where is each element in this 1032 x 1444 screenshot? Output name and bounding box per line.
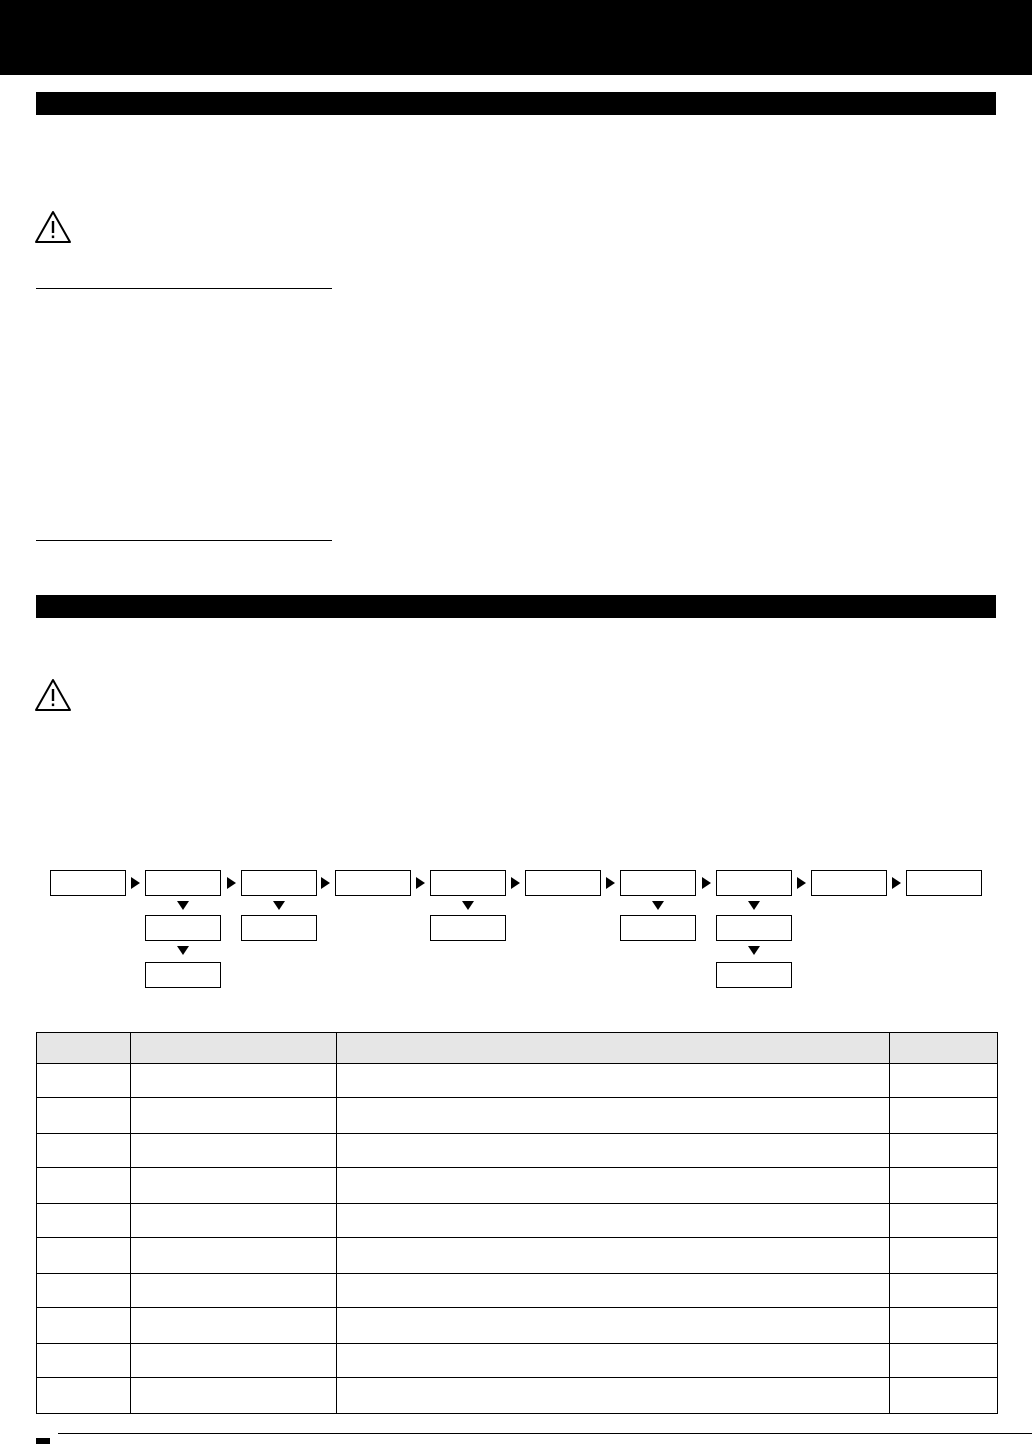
- flow-step-10: [906, 870, 982, 896]
- flow-step-7: [620, 870, 696, 896]
- table-cell: [890, 1378, 998, 1414]
- flow-arrow-right-icon: [227, 877, 236, 889]
- table-cell: [337, 1344, 890, 1378]
- flow-arrow-right-icon: [606, 877, 615, 889]
- table-cell: [37, 1204, 131, 1238]
- flow-step-6: [525, 870, 601, 896]
- footer-rule: [58, 1433, 1032, 1434]
- table-cell: [890, 1098, 998, 1134]
- flow-arrow-down-icon: [177, 946, 189, 955]
- table-cell: [37, 1098, 131, 1134]
- column-header: [37, 1033, 131, 1064]
- table-cell: [37, 1168, 131, 1204]
- table-cell: [337, 1274, 890, 1308]
- flow-arrow-right-icon: [416, 877, 425, 889]
- column-header: [337, 1033, 890, 1064]
- table-row: [37, 1344, 998, 1378]
- table-row: [37, 1378, 998, 1414]
- flow-step-9: [811, 870, 887, 896]
- table-cell: [337, 1134, 890, 1168]
- table-cell: [890, 1238, 998, 1274]
- flow-arrow-right-icon: [702, 877, 711, 889]
- flow-step-5: [430, 870, 506, 896]
- table-cell: [37, 1064, 131, 1098]
- flow-substep: [716, 915, 792, 941]
- table-cell: [890, 1204, 998, 1238]
- table-row: [37, 1204, 998, 1238]
- flow-substep: [716, 962, 792, 988]
- table-cell: [337, 1308, 890, 1344]
- table-cell: [890, 1064, 998, 1098]
- section-heading-1: [36, 92, 996, 115]
- column-header: [890, 1033, 998, 1064]
- divider-rule: [36, 288, 332, 289]
- table-cell: [890, 1134, 998, 1168]
- spec-table: [36, 1032, 998, 1414]
- table-cell: [890, 1274, 998, 1308]
- divider-rule: [36, 540, 332, 541]
- flow-step-8: [716, 870, 792, 896]
- table-cell: [337, 1204, 890, 1238]
- table-cell: [131, 1134, 337, 1168]
- flow-arrow-down-icon: [177, 901, 189, 910]
- page-header-banner: [0, 0, 1032, 75]
- flow-substep: [145, 915, 221, 941]
- flow-step-1: [50, 870, 126, 896]
- table-cell: [37, 1274, 131, 1308]
- table-cell: [37, 1238, 131, 1274]
- table-row: [37, 1308, 998, 1344]
- warning-triangle-icon: [33, 209, 73, 245]
- table-row: [37, 1098, 998, 1134]
- table-cell: [890, 1168, 998, 1204]
- flow-arrow-right-icon: [892, 877, 901, 889]
- flow-substep: [620, 915, 696, 941]
- table-cell: [131, 1204, 337, 1238]
- table-cell: [131, 1344, 337, 1378]
- table-row: [37, 1274, 998, 1308]
- flow-step-4: [335, 870, 411, 896]
- table-cell: [37, 1134, 131, 1168]
- table-cell: [37, 1378, 131, 1414]
- flow-arrow-down-icon: [462, 901, 474, 910]
- flow-arrow-right-icon: [131, 877, 140, 889]
- table-cell: [131, 1308, 337, 1344]
- column-header: [131, 1033, 337, 1064]
- flow-substep: [241, 915, 317, 941]
- flow-substep: [145, 962, 221, 988]
- table-cell: [337, 1168, 890, 1204]
- table-cell: [131, 1098, 337, 1134]
- table-cell: [337, 1098, 890, 1134]
- flow-arrow-down-icon: [273, 901, 285, 910]
- table-row: [37, 1168, 998, 1204]
- table-cell: [131, 1238, 337, 1274]
- flow-arrow-down-icon: [748, 946, 760, 955]
- warning-triangle-icon: [33, 677, 73, 713]
- flow-arrow-right-icon: [511, 877, 520, 889]
- table-cell: [337, 1238, 890, 1274]
- table-row: [37, 1238, 998, 1274]
- table-header-row: [37, 1033, 998, 1064]
- table-row: [37, 1064, 998, 1098]
- flow-arrow-down-icon: [748, 901, 760, 910]
- flow-arrow-right-icon: [321, 877, 330, 889]
- table-cell: [131, 1168, 337, 1204]
- flow-arrow-down-icon: [652, 901, 664, 910]
- footer-page-marker: [36, 1438, 50, 1444]
- table-cell: [890, 1308, 998, 1344]
- table-cell: [131, 1378, 337, 1414]
- flow-step-2: [145, 870, 221, 896]
- table-cell: [37, 1344, 131, 1378]
- table-cell: [337, 1378, 890, 1414]
- table-cell: [131, 1064, 337, 1098]
- flow-arrow-right-icon: [797, 877, 806, 889]
- table-row: [37, 1134, 998, 1168]
- table-cell: [337, 1064, 890, 1098]
- table-cell: [37, 1308, 131, 1344]
- section-heading-2: [36, 595, 996, 618]
- table-cell: [131, 1274, 337, 1308]
- table-cell: [890, 1344, 998, 1378]
- flow-substep: [430, 915, 506, 941]
- flow-step-3: [241, 870, 317, 896]
